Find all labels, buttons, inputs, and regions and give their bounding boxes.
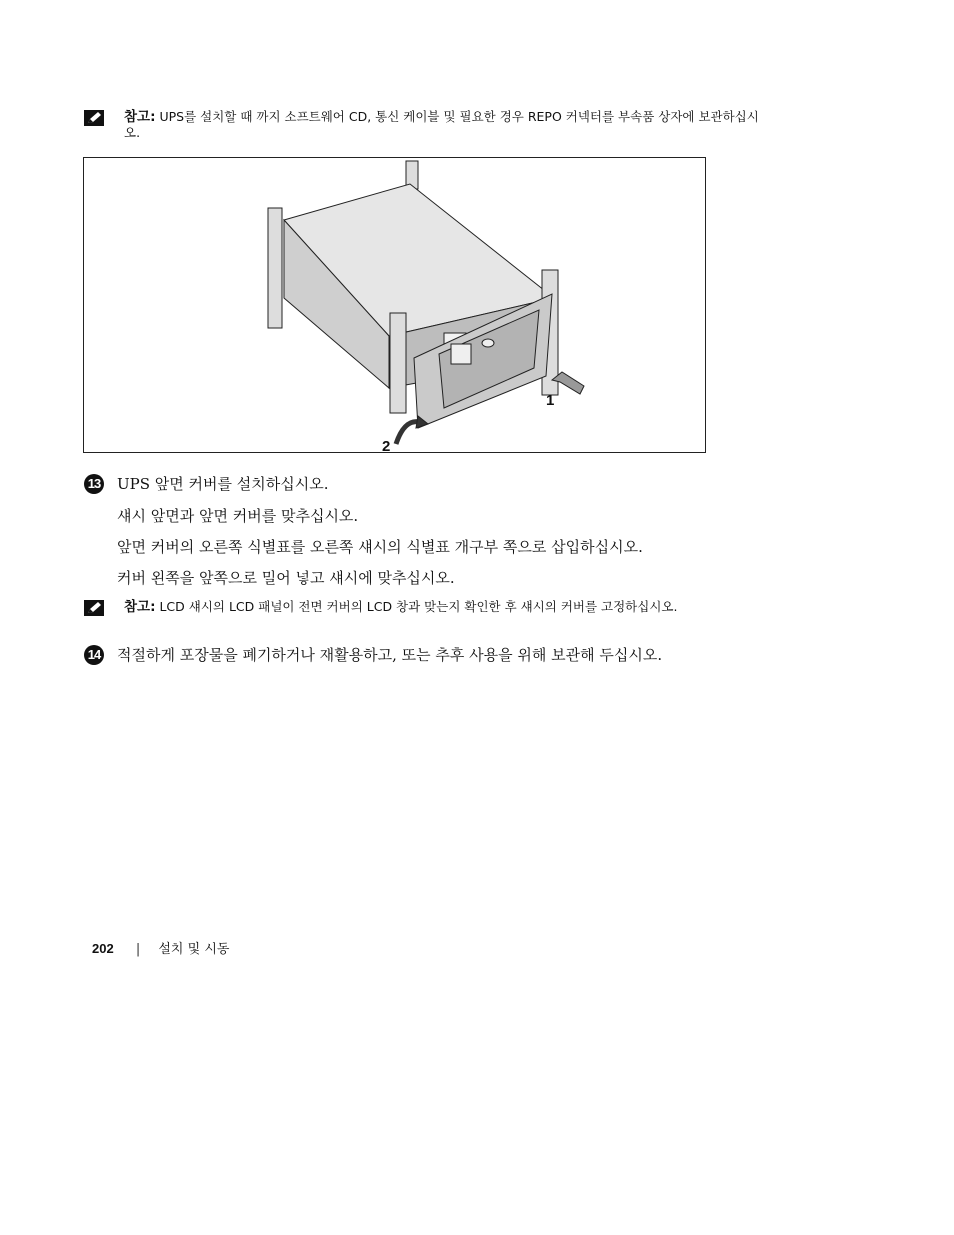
note-1-label: 참고: (124, 109, 156, 125)
page-footer (92, 938, 229, 957)
note-2-text (124, 599, 684, 615)
page-number: 202 (92, 941, 114, 956)
ups-front-cover-illustration (84, 158, 705, 452)
step-14-text: 적절하게 포장물을 폐기하거나 재활용하고, 또는 추후 사용을 위해 보관해 두십시오. (117, 646, 663, 664)
note-pencil-icon (84, 600, 104, 616)
note-1-text (124, 109, 764, 141)
ups-front-cover-figure (83, 157, 706, 453)
note-2-body: LCD 섀시의 LCD 패널이 전면 커버의 LCD 창과 맞는지 확인한 후 섀시의 커버를 고정하십시오. (155, 599, 678, 614)
note-2-label: 참고: (124, 599, 156, 615)
note-1-body: UPS를 설치할 때 까지 소프트웨어 CD, 통신 케이블 및 필요한 경우 REPO 커넥터를 부속품 상자에 보관하십시오. (124, 109, 759, 140)
callout-1: 1 (546, 392, 555, 409)
step-13-text: UPS 앞면 커버를 설치하십시오. (117, 475, 329, 493)
footer-separator: | (135, 942, 141, 957)
callout-2: 2 (382, 438, 391, 452)
step-14-number: 14 (84, 645, 104, 665)
note-pencil-icon (84, 110, 104, 126)
paragraph-1: 섀시 앞면과 앞면 커버를 맞추십시오. (117, 507, 359, 525)
paragraph-2: 앞면 커버의 오른쪽 식별표를 오른쪽 섀시의 식별표 개구부 쪽으로 삽입하십시오. (117, 538, 643, 556)
section-title: 설치 및 시동 (158, 942, 230, 957)
paragraph-3: 커버 왼쪽을 앞쪽으로 밀어 넣고 섀시에 맞추십시오. (117, 569, 455, 587)
step-13-number: 13 (84, 474, 104, 494)
